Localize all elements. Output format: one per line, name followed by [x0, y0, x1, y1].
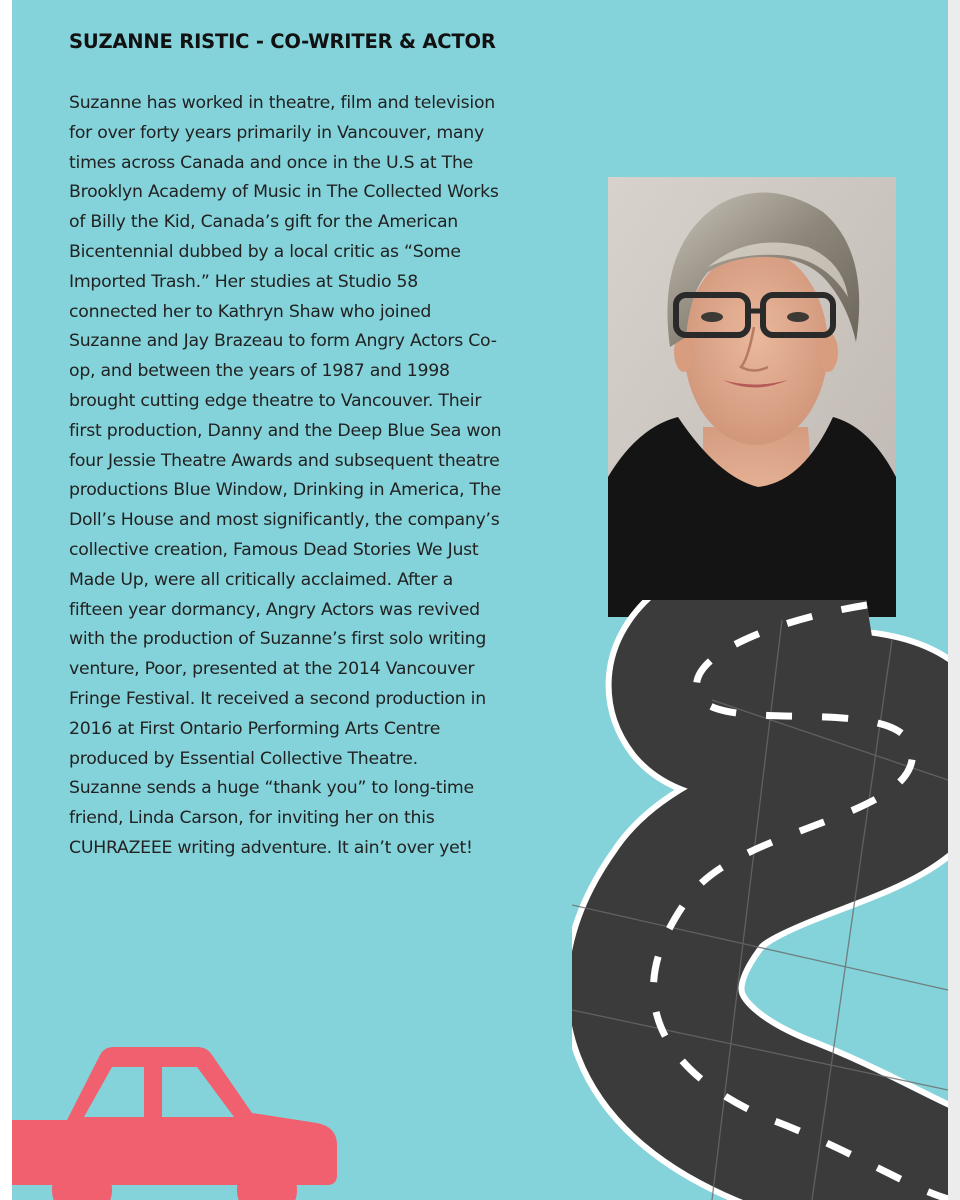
bio-line: with the production of Suzanne’s first solo writing — [69, 629, 487, 650]
bio-page — [12, 0, 948, 1200]
bio-line: four Jessie Theatre Awards and subsequent theatre — [69, 450, 500, 471]
bio-line: Brooklyn Academy of Music in The Collected Works — [69, 182, 499, 203]
bio-line: venture, Poor, presented at the 2014 Vancouver — [69, 659, 475, 680]
bio-line: produced by Essential Collective Theatre. — [69, 748, 418, 769]
bio-line: Bicentennial dubbed by a local critic as “Some — [69, 241, 461, 262]
bio-line: Suzanne has worked in theatre, film and television — [69, 93, 495, 113]
bio-heading: SUZANNE RISTIC - CO-WRITER & ACTOR — [69, 30, 496, 53]
bio-line: times across Canada and once in the U.S at The — [69, 152, 474, 173]
page-edge — [948, 0, 960, 1200]
bio-line: CUHRAZEEE writing adventure. It ain’t over yet! — [69, 837, 473, 858]
bio-line: Made Up, were all critically acclaimed. After a — [69, 569, 453, 590]
bio-line: brought cutting edge theatre to Vancouver. Their — [69, 390, 482, 411]
bio-line: Imported Trash.” Her studies at Studio 58 — [69, 271, 419, 292]
bio-line: for over forty years primarily in Vancouver, many — [69, 122, 484, 143]
bio-line: 2016 at First Ontario Performing Arts Centre — [69, 718, 441, 739]
bio-line: connected her to Kathryn Shaw who joined — [69, 301, 432, 322]
bio-line: friend, Linda Carson, for inviting her on this — [69, 808, 435, 829]
bio-line: productions Blue Window, Drinking in America, The — [69, 480, 501, 501]
bio-line: collective creation, Famous Dead Stories We Just — [69, 539, 479, 560]
bio-paragraph — [69, 89, 569, 864]
headshot-photo — [608, 177, 896, 617]
bio-line: Suzanne sends a huge “thank you” to long-time — [69, 778, 474, 799]
bio-line: fifteen year dormancy, Angry Actors was revived — [69, 599, 480, 620]
bio-line: op, and between the years of 1987 and 1998 — [69, 361, 450, 382]
bio-line: first production, Danny and the Deep Blue Sea won — [69, 420, 502, 441]
winding-road-illustration — [572, 600, 948, 1200]
bio-line: Suzanne and Jay Brazeau to form Angry Actors Co- — [69, 331, 497, 352]
bio-line: Fringe Festival. It received a second production in — [69, 688, 486, 709]
bio-line: of Billy the Kid, Canada’s gift for the American — [69, 212, 458, 233]
bio-line: Doll’s House and most significantly, the company’s — [69, 510, 500, 531]
car-icon — [12, 1045, 342, 1200]
